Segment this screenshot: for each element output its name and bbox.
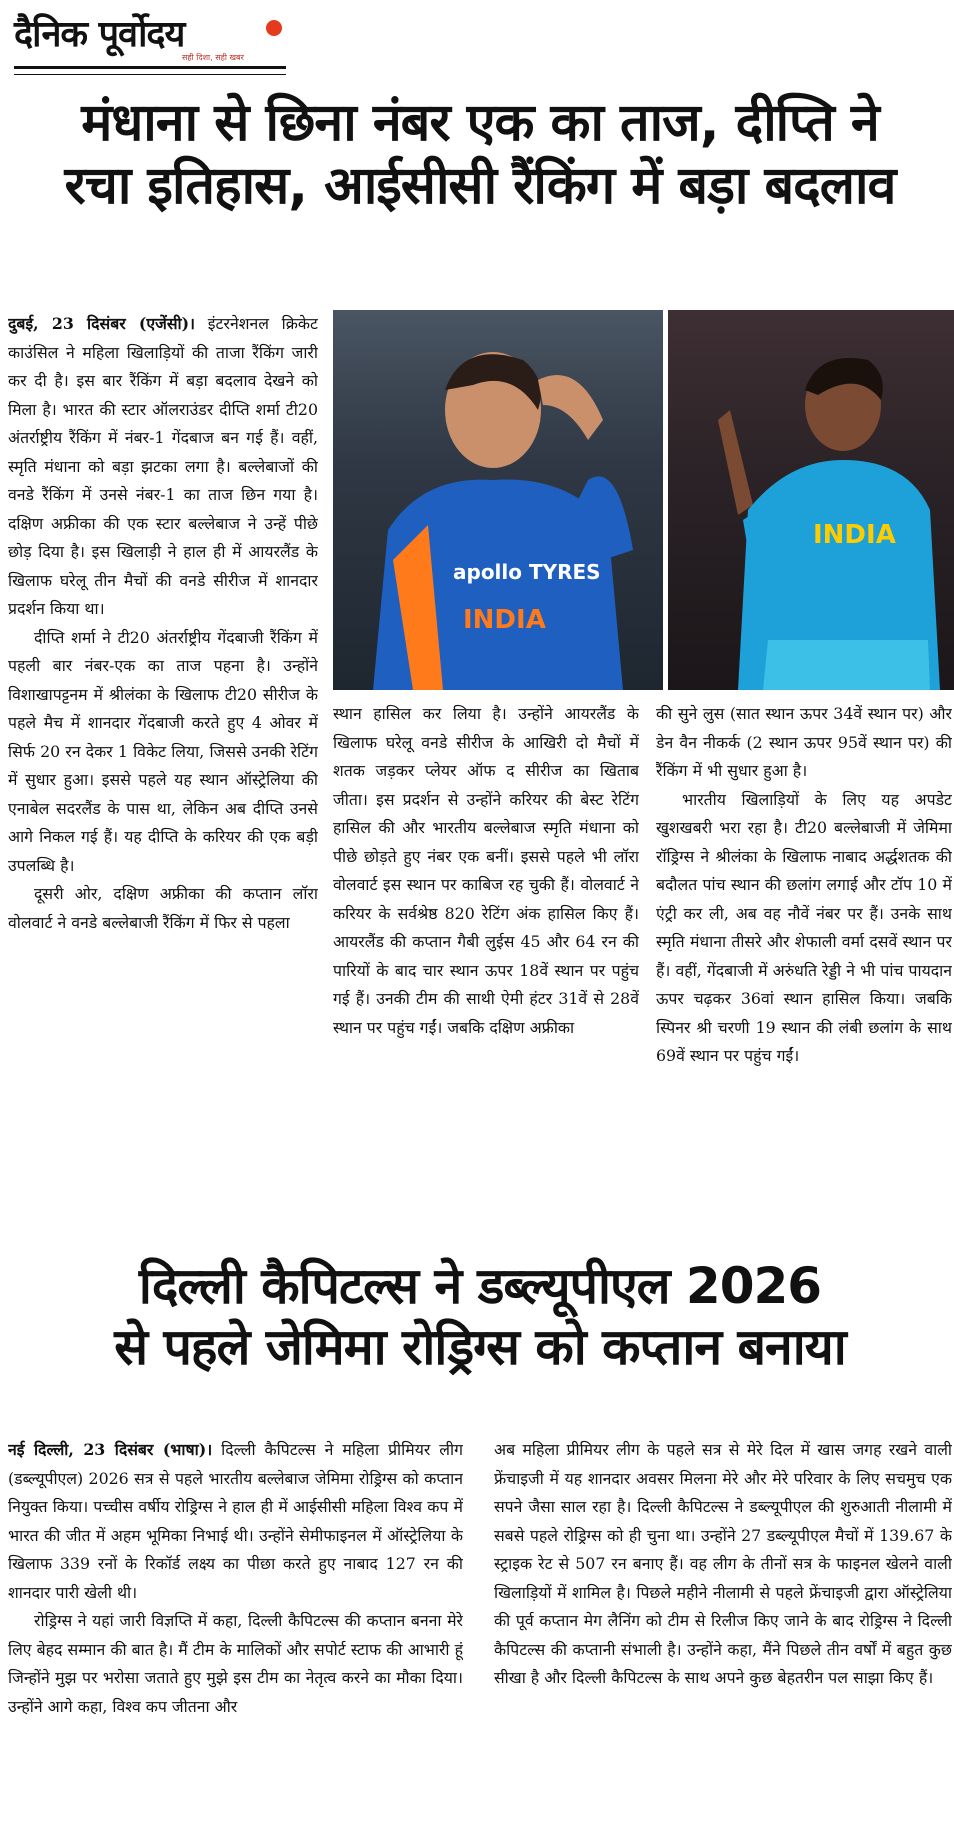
story2-paragraph: अब महिला प्रीमियर लीग के पहले सत्र से मेरे दिल में खास जगह रखने वाली फ्रेंचाइजी में यह शानदार अवसर मिलना मेरे और मेरे परिवार के लिए सचमुच एक सपने जैसा साल रहा है। दिल्ली कैपिटल्स ने डब्ल्यूपीएल की शुरुआती नीलामी में सबसे पहले रोड्रिग्स को ही चुना था। उन्होंने 27 डब्ल्यूपीएल मैचों में 139.67 के स्ट्राइक रेट से 507 रन बनाए हैं। वह लीग के तीनों सत्र के फाइनल खेलने वाली खिलाड़ियों में शामिल है। पिछले महीने नीलामी से पहले फ्रेंचाइजी द्वारा ऑस्ट्रेलिया की पूर्व कप्तान मेग लैनिंग को टीम से रिलीज किए जाने के बाद रोड्रिग्स ने दिल्ली कैपिटल्स की कप्तानी संभाली है। उन्होंने कहा, मैंने पिछले तीन वर्षों में बहुत कुछ सीखा है और दिल्ली कैपिटल्स के साथ अपने कुछ बेहतरीन पल साझा किए हैं।	[494, 1440, 952, 1687]
masthead-rule-thin	[14, 74, 286, 75]
newspaper-tagline: सही दिशा, सही खबर	[182, 53, 244, 62]
jersey-sponsor-text: apollo TYRES	[453, 560, 601, 584]
photo-deepti-sharma	[668, 310, 954, 690]
player-figure-right	[668, 310, 954, 690]
masthead-rule	[14, 66, 286, 69]
jersey-team-text: INDIA	[813, 520, 896, 550]
story1-paragraph: दीप्ति शर्मा ने टी20 अंतर्राष्ट्रीय गेंदबाजी रैंकिंग में पहली बार नंबर-एक का ताज पहना है। उन्होंने विशाखापट्टनम में श्रीलंका के खिलाफ टी20 सीरीज के पहले मैच में शानदार गेंदबाजी करते हुए 4 ओवर में सिर्फ 20 रन देकर 1 विकेट लिया, जिससे उनकी रेटिंग में सुधार हुआ। इससे पहले यह स्थान ऑस्ट्रेलिया की एनाबेल सदरलैंड के पास था, लेकिन अब दीप्ति उनसे आगे निकल गई हैं। यह दीप्ति के करियर की एक बड़ी उपलब्धि है।	[8, 627, 318, 875]
story1-paragraph: दुबई, 23 दिसंबर (एजेंसी)। इंटरनेशनल क्रिकेट काउंसिल ने महिला खिलाड़ियों की ताजा रैंकिंग जारी कर दी है। इस बार रैंकिंग में बड़ा बदलाव देखने को मिला है। भारत की स्टार ऑलराउंडर दीप्ति शर्मा टी20 अंतर्राष्ट्रीय रैंकिंग में नंबर-1 गेंदबाज बन गई हैं। वहीं, स्मृति मंधाना को बड़ा झटका लगा है। बल्लेबाजों की वनडे रैंकिंग में उनसे नंबर-1 का ताज छिन गया है। दक्षिण अफ्रीका की एक स्टार बल्लेबाज ने उन्हें पीछे छोड़ दिया है। इस खिलाड़ी ने हाल ही में आयरलैंड के खिलाफ घरेलू तीन मैचों की वनडे सीरीज में शानदार प्रदर्शन किया था।	[8, 314, 318, 618]
newspaper-title: दैनिक पूर्वोदय	[14, 13, 185, 55]
story1-column-3	[656, 700, 952, 1250]
masthead	[14, 8, 284, 78]
masthead-sun-icon	[266, 20, 282, 36]
story2-column-1	[8, 1436, 463, 1832]
story2-paragraph: नई दिल्ली, 23 दिसंबर (भाषा)। दिल्ली कैपिटल्स ने महिला प्रीमियर लीग (डब्ल्यूपीएल) 2026 सत्र से पहले भारतीय बल्लेबाज जेमिमा रोड्रिग्स को कप्तान नियुक्त किया। पच्चीस वर्षीय रोड्रिग्स ने हाल ही में आईसीसी महिला विश्व कप में भारत की जीत में अहम भूमिका निभाई थी। उन्होंने सेमीफाइनल में ऑस्ट्रेलिया के खिलाफ 339 रनों के रिकॉर्ड लक्ष्य का पीछा करते हुए नाबाद 127 रन की शानदार पारी खेली थी।	[8, 1440, 463, 1602]
jersey-team-text: INDIA	[463, 605, 546, 635]
story1-column-1	[8, 310, 318, 1250]
story1-headline	[10, 92, 950, 219]
story1-paragraph: भारतीय खिलाड़ियों के लिए यह अपडेट खुशखबरी भरा रहा है। टी20 बल्लेबाजी में जेमिमा रॉड्रिग्स ने श्रीलंका के खिलाफ नाबाद अर्द्धशतक की बदौलत पांच स्थान की छलांग लगाई और टॉप 10 में एंट्री कर ली, अब वह नौवें नंबर पर हैं। उनके साथ स्मृति मंधाना तीसरे और शेफाली वर्मा दसवें स्थान पर हैं। वहीं, गेंदबाजी में अरुंधति रेड्डी ने भी पांच पायदान ऊपर चढ़कर 36वां स्थान हासिल किया। जबकि स्पिनर श्री चरणी 19 स्थान की लंबी छलांग के साथ 69वें स्थान पर पहुंच गईं।	[656, 789, 952, 1065]
story1-paragraph: स्थान हासिल कर लिया है। उन्होंने आयरलैंड के खिलाफ घरेलू वनडे सीरीज के आखिरी दो मैचों में शतक जड़कर प्लेयर ऑफ द सीरीज का खिताब जीता। इस प्रदर्शन से उन्होंने करियर की बेस्ट रेटिंग हासिल की और भारतीय बल्लेबाज स्मृति मंधाना को पीछे छोड़ते हुए नंबर एक बनीं। इससे पहले भी लॉरा वोलवार्ट इस स्थान पर काबिज रह चुकी हैं। वोलवार्ट ने करियर के सर्वश्रेष्ठ 820 रेटिंग अंक हासिल किए हैं। आयरलैंड की कप्तान गैबी लुईस 45 और 64 रन की पारियों के बाद चार स्थान ऊपर 18वें स्थान पर पहुंच गई हैं। उनकी टीम की साथी ऐमी हंटर 31वें से 28वें स्थान पर पहुंच गईं। जबकि दक्षिण अफ्रीका	[333, 704, 639, 1037]
story2-headline-line1: दिल्ली कैपिटल्स ने डब्ल्यूपीएल 2026	[138, 1257, 822, 1315]
story1-paragraph: की सुने लुस (सात स्थान ऊपर 34वें स्थान पर) और डेन वैन नीकर्क (2 स्थान ऊपर 95वें स्थान पर) की रैंकिंग में भी सुधार हुआ है।	[656, 704, 952, 780]
story1-paragraph: दूसरी ओर, दक्षिण अफ्रीका की कप्तान लॉरा वोलवार्ट ने वनडे बल्लेबाजी रैंकिंग में फिर से पहला	[8, 884, 318, 932]
photo-smriti-mandhana	[333, 310, 663, 690]
story1-dateline: दुबई, 23 दिसंबर (एजेंसी)।	[8, 314, 196, 333]
story2-dateline: नई दिल्ली, 23 दिसंबर (भाषा)।	[8, 1440, 213, 1459]
story2-column-2	[494, 1436, 952, 1832]
story1-headline-line2: रचा इतिहास, आईसीसी रैंकिंग में बड़ा बदलाव	[64, 156, 896, 217]
story1-headline-line1: मंधाना से छिना नंबर एक का ताज, दीप्ति ने	[81, 93, 879, 153]
story2-paragraph: रोड्रिग्स ने यहां जारी विज्ञप्ति में कहा, दिल्ली कैपिटल्स की कप्तान बनना मेरे लिए बेहद सम्मान की बात है। मैं टीम के मालिकों और सपोर्ट स्टाफ की आभारी हूं जिन्होंने मुझ पर भरोसा जताते हुए मुझे इस टीम का नेतृत्व करने का मौका दिया। उन्होंने आगे कहा, विश्व कप जीतना और	[8, 1611, 463, 1716]
story2-headline	[10, 1256, 950, 1378]
story2-headline-line2: से पहले जेमिमा रोड्रिग्स को कप्तान बनाया	[114, 1318, 846, 1376]
story1-column-2	[333, 700, 639, 1250]
